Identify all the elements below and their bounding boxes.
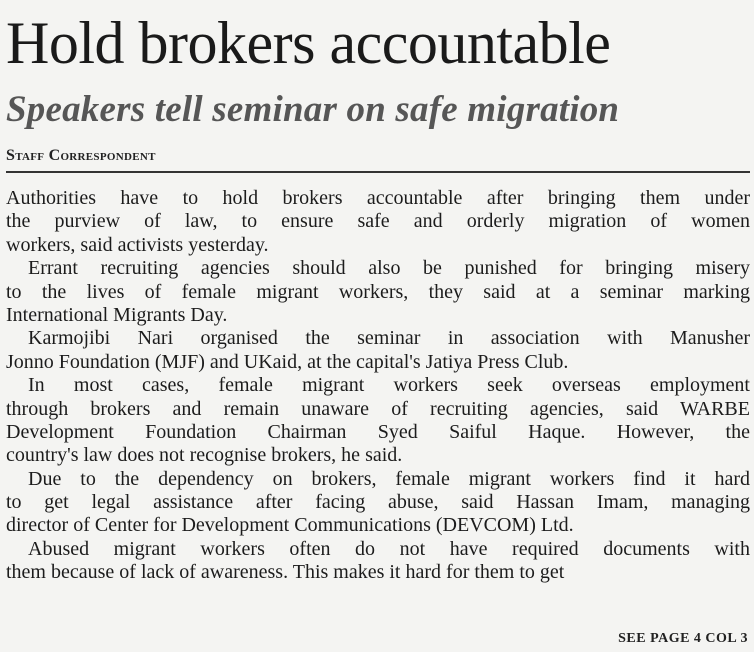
article-body [6,187,750,585]
paragraph-first-line: Errant recruiting agencies should also be punished for bringing misery [28,257,750,280]
article-line: workers, said activists yesterday. [6,233,269,256]
article-line: country's law does not recognise brokers, he said. [6,444,403,467]
headline: Hold brokers accountable [6,10,611,76]
article-line: them because of lack of awareness. This makes it hard for them to get [6,561,565,584]
article-line: to the lives of female migrant workers, they said at a seminar marking [6,280,750,303]
paragraph-first-line: In most cases, female migrant workers seek overseas employment [28,374,750,397]
article-line: to get legal assistance after facing abuse, said Hassan Imam, managing [6,491,750,514]
paragraph-first-line: Karmojibi Nari organised the seminar in association with Manusher [28,327,750,350]
article-line: Development Foundation Chairman Syed Saiful Haque. However, the [6,420,750,443]
article-line: the purview of law, to ensure safe and orderly migration of women [6,210,750,233]
paragraph-first-line: Abused migrant workers often do not have required documents with [28,537,750,560]
byline: Staff Correspondent [6,147,156,164]
article-line: Jonno Foundation (MJF) and UKaid, at the capital's Jatiya Press Club. [6,350,569,373]
article-line: through brokers and remain unaware of recruiting agencies, said WARBE [6,397,750,420]
article-line: director of Center for Development Communications (DEVCOM) Ltd. [6,514,574,537]
article-line: International Migrants Day. [6,303,228,326]
paragraph-first-line: Due to the dependency on brokers, female migrant workers find it hard [28,467,750,490]
byline-divider [6,171,750,173]
article-line: Authorities have to hold brokers accountable after bringing them under [6,187,750,209]
subheadline: Speakers tell seminar on safe migration [6,89,620,130]
continued-on-line: SEE PAGE 4 COL 3 [618,631,748,646]
